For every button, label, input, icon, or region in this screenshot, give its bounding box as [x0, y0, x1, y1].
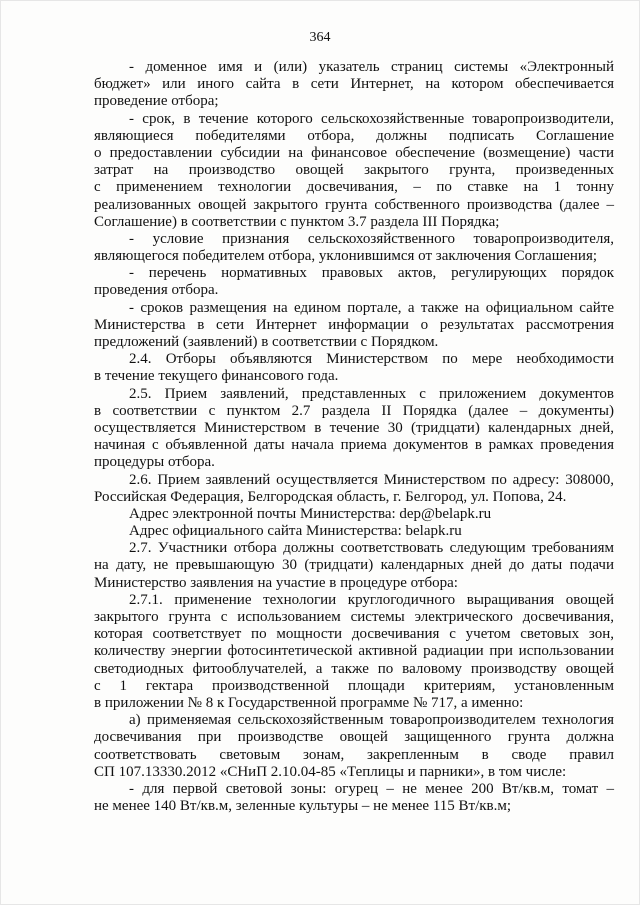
document-line: Министерство заявления на участие в процедуре отбора:	[94, 574, 458, 591]
document-line: с 1 гектара производственной площади критериям, установленным	[94, 677, 614, 694]
document-line: - условие признания сельскохозяйственного товаропроизводителя,	[129, 230, 614, 247]
document-line: соответствовать световым зонам, закрепленным в своде правил	[94, 746, 614, 763]
page-number: 364	[309, 30, 331, 45]
document-line: Адрес официального сайта Министерства: belapk.ru	[129, 523, 462, 540]
document-line: 2.5. Прием заявлений, представленных с приложением документов	[129, 385, 614, 402]
document-line: СП 107.13330.2012 «СНиП 2.10.04-85 «Теплицы и парники», в том числе:	[94, 763, 567, 780]
document-line: проведения отбора.	[94, 282, 219, 299]
document-line: 2.7.1. применение технологии круглогодичного выращивания овощей	[129, 591, 614, 608]
document-line: 2.4. Отборы объявляются Министерством по мере необходимости	[129, 351, 614, 368]
document-line: Министерства в сети Интернет информации о результатах рассмотрения	[94, 316, 614, 333]
document-line: - сроков размещения на едином портале, а также на официальном сайте	[129, 299, 614, 316]
document-line: на дату, не превышающую 30 (тридцати) календарных дней до даты подачи	[94, 557, 614, 574]
document-line: - перечень нормативных правовых актов, регулирующих порядок	[129, 265, 614, 282]
document-line: являющиеся победителями отбора, должны подписать Соглашение	[94, 127, 614, 144]
document-line: начиная с объявленной даты начала приема документов в рамках проведения	[94, 437, 614, 454]
document-line: досвечивания при производстве овощей защищенного грунта должна	[94, 729, 614, 746]
document-line: Адрес электронной почты Министерства: dep@belapk.ru	[129, 505, 492, 522]
document-line: 2.7. Участники отбора должны соответствовать следующим требованиям	[129, 540, 614, 557]
document-line: светодиодных фитооблучателей, а также по валовому производству овощей	[94, 660, 614, 677]
document-line: - срок, в течение которого сельскохозяйственные товаропроизводители,	[129, 110, 614, 127]
document-line: не менее 140 Вт/кв.м, зеленные культуры – не менее 115 Вт/кв.м;	[94, 798, 512, 815]
document-line: затрат на производство овощей закрытого грунта, произведенных	[94, 162, 614, 179]
document-line: в соответствии с пунктом 2.7 раздела II Порядка (далее – документы)	[94, 402, 614, 419]
document-line: а) применяемая сельскохозяйственным товаропроизводителем технология	[129, 712, 614, 729]
document-line: Российская Федерация, Белгородская область, г. Белгород, ул. Попова, 24.	[94, 488, 567, 505]
document-line: в течение текущего финансового года.	[94, 368, 339, 385]
document-line: - доменное имя и (или) указатель страниц системы «Электронный	[129, 59, 614, 75]
document-line: - для первой световой зоны: огурец – не менее 200 Вт/кв.м, томат –	[129, 780, 614, 797]
document-line: 2.6. Прием заявлений осуществляется Министерством по адресу: 308000,	[129, 471, 614, 488]
document-line: Соглашение) в соответствии с пунктом 3.7 раздела III Порядка;	[94, 213, 500, 230]
document-line: с применением технологии досвечивания, – по ставке на 1 тонну	[94, 179, 614, 196]
document-line: предложений (заявлений) в соответствии с Порядком.	[94, 334, 439, 350]
document-line: закрытого грунта с использованием системы электрического досвечивания,	[94, 609, 614, 625]
document-line: процедуры отбора.	[94, 454, 215, 471]
document-line: бюджет» или иного сайта в сети Интернет, на котором обеспечивается	[94, 76, 614, 93]
document-line: осуществляется Министерством в течение 30 (тридцати) календарных дней,	[94, 419, 614, 436]
document-line: которая соответствует по мощности досвечивания с учетом световых зон,	[94, 626, 614, 643]
document-line: являющегося победителем отбора, уклонившимся от заключения Соглашения;	[94, 248, 598, 265]
document-line: количеству энергии фотосинтетической активной радиации при использовании	[94, 643, 614, 660]
document-body	[94, 59, 614, 815]
document-line: в приложении № 8 к Государственной программе № 717, а именно:	[94, 694, 524, 711]
document-line: проведение отбора;	[94, 93, 219, 110]
document-line: о предоставлении субсидии на финансовое обеспечение (возмещение) части	[94, 144, 614, 161]
document-line: реализованных овощей закрытого грунта собственного производства (далее –	[94, 196, 614, 213]
